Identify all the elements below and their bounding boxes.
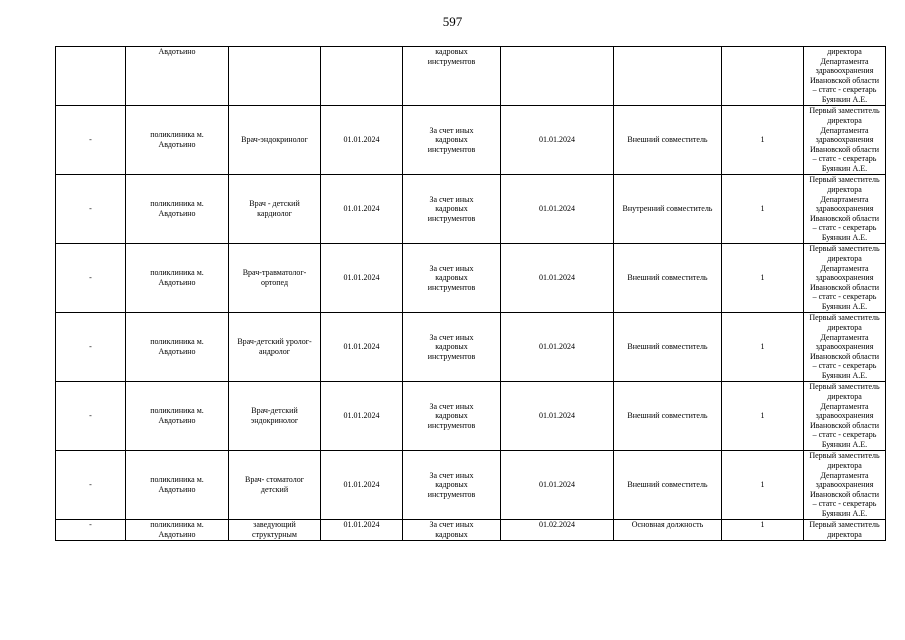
cell-subdivision: поликлиника м. Авдотьино: [126, 451, 229, 520]
cell-position: Врач-детский уролог- андролог: [229, 313, 321, 382]
cell-subdivision: поликлиника м. Авдотьино: [126, 106, 229, 175]
cell-responsible: Первый заместитель директора Департамента здравоохранения Ивановской области – статс - секретарь Буянкин А.Е.: [804, 175, 886, 244]
cell-employment-type: Внутренний совместитель: [614, 175, 722, 244]
cell-funding: За счет иных кадровых инструментов: [403, 382, 501, 451]
cell-number: -: [56, 313, 126, 382]
cell-subdivision: поликлиника м. Авдотьино: [126, 175, 229, 244]
cell-responsible: Первый заместитель директора Департамента здравоохранения Ивановской области – статс - секретарь Буянкин А.Е.: [804, 244, 886, 313]
cell-employment-type: Внешний совместитель: [614, 244, 722, 313]
table-row: [56, 520, 886, 541]
cell-start-date: 01.01.2024: [501, 382, 614, 451]
cell-funding: За счет иных кадровых инструментов: [403, 244, 501, 313]
cell-funding: За счет иных кадровых: [403, 520, 501, 541]
cell-employment-type: Внешний совместитель: [614, 313, 722, 382]
cell-position: Врач - детский кардиолог: [229, 175, 321, 244]
cell-date: 01.01.2024: [321, 175, 403, 244]
cell-start-date: 01.01.2024: [501, 244, 614, 313]
cell-responsible: Первый заместитель директора Департамента здравоохранения Ивановской области – статс - секретарь Буянкин А.Е.: [804, 106, 886, 175]
cell-number: -: [56, 244, 126, 313]
cell-rate: 1: [722, 244, 804, 313]
cell-number: -: [56, 520, 126, 541]
cell-date: 01.01.2024: [321, 382, 403, 451]
cell-date: 01.01.2024: [321, 106, 403, 175]
cell-employment-type: Основная должность: [614, 520, 722, 541]
table-row: [56, 47, 886, 106]
cell-date: 01.01.2024: [321, 313, 403, 382]
table-row: [56, 175, 886, 244]
cell-employment-type: Внешний совместитель: [614, 382, 722, 451]
cell-rate: 1: [722, 451, 804, 520]
cell-funding: За счет иных кадровых инструментов: [403, 451, 501, 520]
cell-number: -: [56, 106, 126, 175]
cell-position: заведующий структурным: [229, 520, 321, 541]
cell-rate: 1: [722, 520, 804, 541]
cell-position: Врач-детский эндокринолог: [229, 382, 321, 451]
cell-subdivision: поликлиника м. Авдотьино: [126, 520, 229, 541]
cell-start-date: 01.01.2024: [501, 451, 614, 520]
cell-number: -: [56, 382, 126, 451]
cell-responsible: Первый заместитель директора: [804, 520, 886, 541]
cell-date: 01.01.2024: [321, 244, 403, 313]
cell-rate: 1: [722, 313, 804, 382]
cell-date: 01.01.2024: [321, 520, 403, 541]
cell-subdivision: Авдотьино: [126, 47, 229, 106]
table-row: [56, 451, 886, 520]
cell-rate: 1: [722, 106, 804, 175]
table-row: [56, 244, 886, 313]
cell-start-date: 01.01.2024: [501, 175, 614, 244]
cell-funding: За счет иных кадровых инструментов: [403, 313, 501, 382]
cell-start-date: [501, 47, 614, 106]
cell-start-date: 01.02.2024: [501, 520, 614, 541]
cell-number: -: [56, 175, 126, 244]
cell-position: Врач-травматолог- ортопед: [229, 244, 321, 313]
cell-rate: [722, 47, 804, 106]
cell-employment-type: Внешний совместитель: [614, 106, 722, 175]
cell-funding: кадровых инструментов: [403, 47, 501, 106]
table-row: [56, 106, 886, 175]
cell-position: Врач-эндокринолог: [229, 106, 321, 175]
cell-start-date: 01.01.2024: [501, 106, 614, 175]
cell-number: -: [56, 451, 126, 520]
table-row: [56, 313, 886, 382]
cell-subdivision: поликлиника м. Авдотьино: [126, 244, 229, 313]
cell-date: [321, 47, 403, 106]
table-row: [56, 382, 886, 451]
cell-start-date: 01.01.2024: [501, 313, 614, 382]
cell-funding: За счет иных кадровых инструментов: [403, 175, 501, 244]
cell-responsible: директора Департамента здравоохранения Ивановской области – статс - секретарь Буянкин А.Е.: [804, 47, 886, 106]
cell-responsible: Первый заместитель директора Департамента здравоохранения Ивановской области – статс - секретарь Буянкин А.Е.: [804, 313, 886, 382]
cell-subdivision: поликлиника м. Авдотьино: [126, 382, 229, 451]
cell-funding: За счет иных кадровых инструментов: [403, 106, 501, 175]
cell-date: 01.01.2024: [321, 451, 403, 520]
cell-position: Врач- стоматолог детский: [229, 451, 321, 520]
cell-rate: 1: [722, 382, 804, 451]
cell-subdivision: поликлиника м. Авдотьино: [126, 313, 229, 382]
cell-employment-type: [614, 47, 722, 106]
cell-responsible: Первый заместитель директора Департамента здравоохранения Ивановской области – статс - секретарь Буянкин А.Е.: [804, 382, 886, 451]
cell-number: [56, 47, 126, 106]
page-number: 597: [442, 14, 463, 29]
cell-position: [229, 47, 321, 106]
cell-rate: 1: [722, 175, 804, 244]
cell-responsible: Первый заместитель директора Департамента здравоохранения Ивановской области – статс - секретарь Буянкин А.Е.: [804, 451, 886, 520]
cell-employment-type: Внешний совместитель: [614, 451, 722, 520]
staffing-table: [55, 46, 886, 541]
